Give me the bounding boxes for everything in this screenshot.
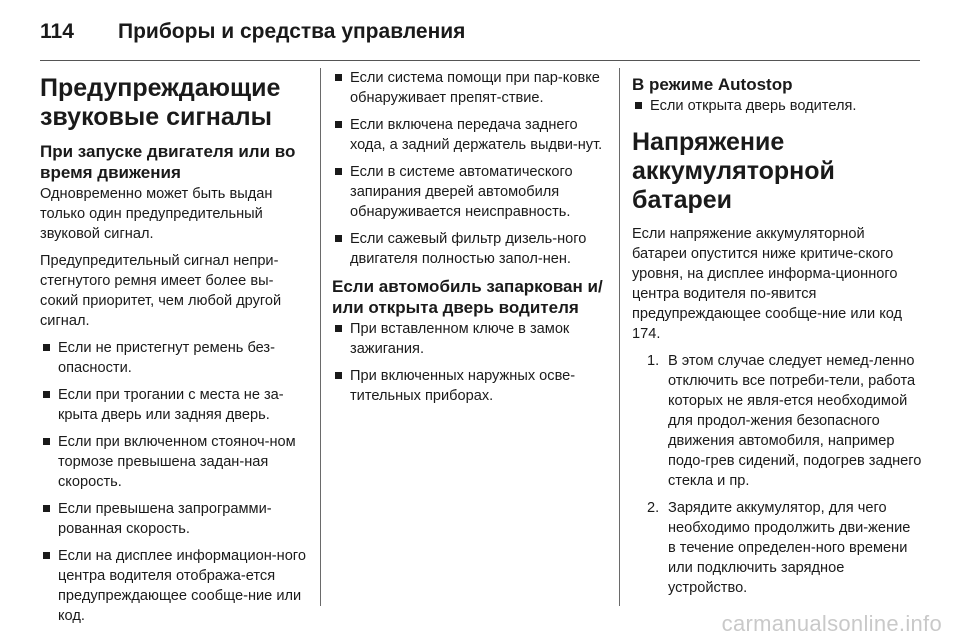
bullet-square-icon — [335, 235, 342, 242]
column-3 — [632, 68, 922, 605]
subheading-autostop: В режиме Autostop — [632, 75, 793, 94]
paragraph: Если напряжение аккумуляторной батареи опустится ниже критиче-ского уровня, на дисплее информа-ционного центра водителя по-явится предупреждающее сообще-ние или код 174. — [632, 226, 903, 342]
list-item-text: Если при включенном стояноч-ном тормозе превышена задан-ная скорость. — [58, 434, 296, 490]
list-item — [40, 546, 308, 626]
list-item — [332, 162, 610, 222]
list-item — [40, 499, 308, 539]
bullet-square-icon — [335, 325, 342, 332]
list-item — [332, 68, 610, 108]
list-item — [332, 366, 610, 406]
bullet-list — [332, 68, 610, 269]
paragraph: Предупредительный сигнал непри-стегнутого ремня имеет более вы-сокий приоритет, чем любой другой сигнал. — [40, 253, 282, 329]
list-item — [332, 115, 610, 155]
bullet-square-icon — [43, 344, 50, 351]
list-item — [647, 351, 922, 491]
bullet-square-icon — [635, 102, 642, 109]
list-item — [332, 229, 610, 269]
header-rule — [40, 60, 920, 61]
bullet-square-icon — [335, 121, 342, 128]
step-text: В этом случае следует немед-ленно отключить все потреби-тели, работа которых не явля-ется необходимой для продол-жения безопасного движения автомобиля, например подо-грев сидений, подогрев заднего стекла и пр. — [668, 353, 922, 489]
bullet-square-icon — [335, 74, 342, 81]
step-text: Зарядите аккумулятор, для чего необходимо продолжить дви-жение в течение определен-ного времени или подключить зарядное устройство. — [668, 500, 911, 596]
bullet-square-icon — [335, 372, 342, 379]
list-item-text: Если система помощи при пар-ковке обнаруживает препят-ствие. — [350, 70, 600, 106]
bullet-square-icon — [43, 505, 50, 512]
bullet-square-icon — [335, 168, 342, 175]
list-item — [647, 498, 922, 598]
numbered-list — [632, 351, 922, 598]
chapter-title: Приборы и средства управления — [118, 20, 466, 43]
bullet-square-icon — [43, 552, 50, 559]
watermark: carmanualsonline.info — [721, 611, 942, 636]
list-item-text: Если включена передача заднего хода, а задний держатель выдви-нут. — [350, 117, 603, 153]
list-item — [632, 96, 922, 116]
column-separator — [320, 68, 321, 606]
list-item-text: Если на дисплее информацион-ного центра водителя отобража-ется предупреждающее сообще-ние или код. — [58, 548, 306, 624]
column-2 — [332, 68, 610, 413]
step-number: 1. — [647, 353, 660, 369]
list-item-text: Если превышена запрограмми-рованная скорость. — [58, 501, 272, 537]
list-item-text: Если в системе автоматического запирания дверей автомобиля обнаруживается неисправность. — [350, 164, 573, 220]
list-item-text: Если при трогании с места не за-крыта дверь или задняя дверь. — [58, 387, 284, 423]
list-item-text: При включенных наружных осве-тительных приборах. — [350, 368, 576, 404]
bullet-square-icon — [43, 438, 50, 445]
bullet-list — [40, 338, 308, 626]
subheading-engine-start: При запуске двигателя или во время движения — [40, 142, 296, 182]
paragraph: Одновременно может быть выдан только один предупредительный звуковой сигнал. — [40, 186, 273, 242]
list-item — [332, 319, 610, 359]
page-number: 114 — [40, 20, 74, 43]
bullet-square-icon — [43, 391, 50, 398]
list-item-text: Если не пристегнут ремень без-опасности. — [58, 340, 275, 376]
step-number: 2. — [647, 500, 660, 516]
list-item-text: Если сажевый фильтр дизель-ного двигателя полностью запол-нен. — [350, 231, 587, 267]
column-1 — [40, 68, 308, 633]
bullet-list — [332, 319, 610, 406]
bullet-list — [632, 96, 922, 116]
list-item-text: Если открыта дверь водителя. — [650, 98, 857, 114]
list-item — [40, 385, 308, 425]
list-item-text: При вставленном ключе в замок зажигания. — [350, 321, 570, 357]
subheading-parked: Если автомобиль запаркован и/или открыта дверь водителя — [332, 277, 603, 317]
list-item — [40, 432, 308, 492]
list-item — [40, 338, 308, 378]
section-heading-warning-chimes: Предупреждающие звуковые сигналы — [40, 74, 281, 131]
section-heading-battery-voltage: Напряжение аккумуляторной батареи — [632, 128, 835, 214]
page-header — [40, 14, 465, 50]
column-separator — [619, 68, 620, 606]
